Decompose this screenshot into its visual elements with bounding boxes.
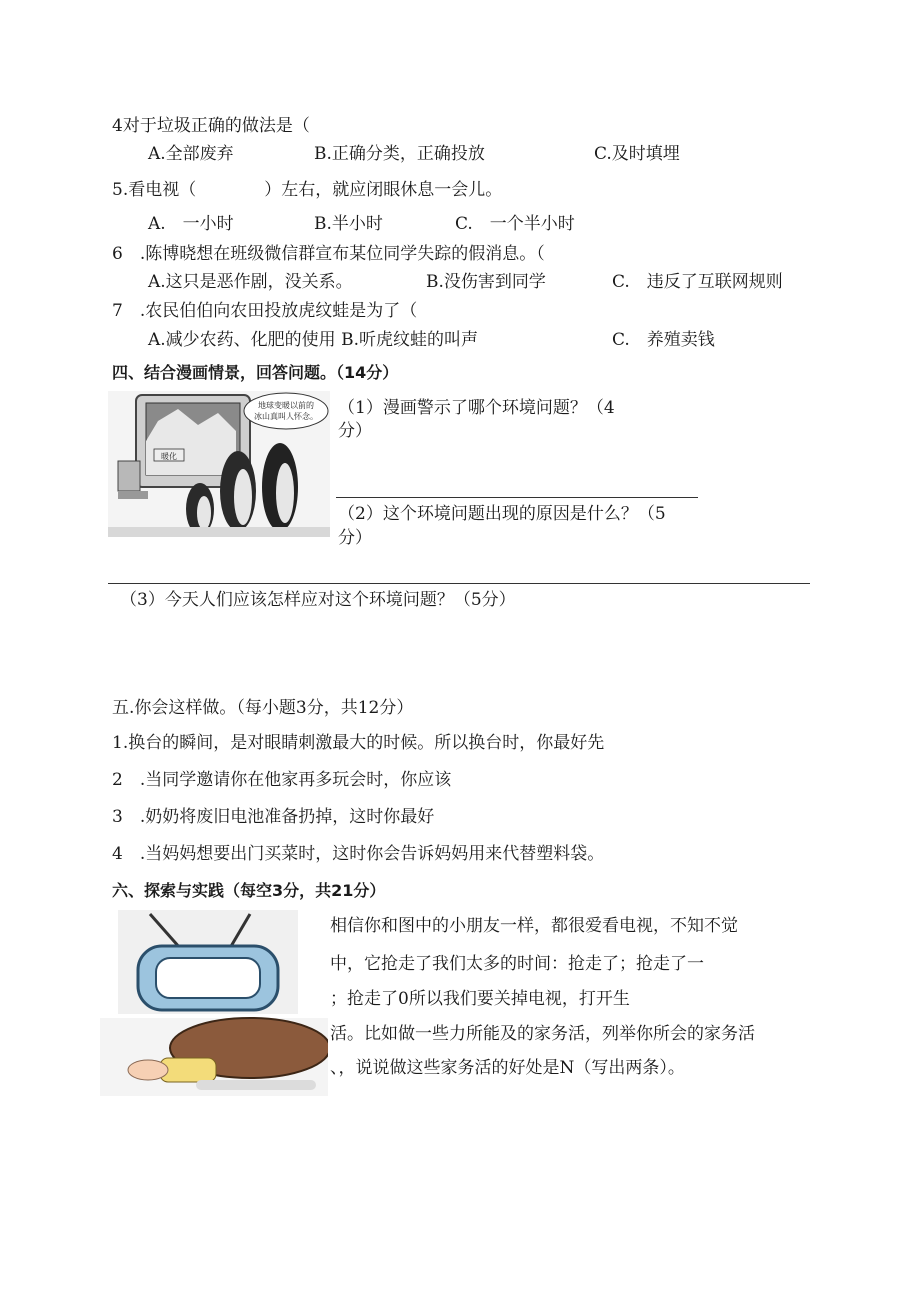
question-7-option-ab: A.减少农药、化肥的使用 B.听虎纹蛙的叫声 — [148, 330, 478, 350]
global-warming-comic — [108, 391, 330, 537]
answer-line-1 — [336, 497, 698, 498]
question-4-option-a: A.全部废弃 — [148, 144, 234, 164]
child-watching-tv-illustration — [100, 908, 328, 1096]
question-5-stem: 5.看电视（ ）左右，就应闭眼休息一会儿。 — [112, 180, 503, 200]
section-6-line-5: 、，说说做这些家务活的好处是N（写出两条）。 — [330, 1058, 685, 1078]
section-5-item-4: 4 .当妈妈想要出门买菜时，这时你会告诉妈妈用来代替塑料袋。 — [112, 844, 605, 864]
question-6-option-b: B.没伤害到同学 — [426, 272, 546, 292]
question-6-option-c: C. 违反了互联网规则 — [612, 272, 783, 292]
speech-bubble-line-2: 冰山真叫人怀念。 — [254, 412, 318, 421]
question-5-option-a: A. 一小时 — [148, 214, 234, 234]
section-4-title: 四、结合漫画情景，回答问题。（14分） — [112, 363, 399, 382]
question-5-option-c: C. 一个半小时 — [455, 214, 575, 234]
section-5-item-2: 2 .当同学邀请你在他家再多玩会时，你应该 — [112, 770, 452, 790]
comic-question-2-line-1: （2）这个环境问题出现的原因是什么？（5 — [338, 504, 666, 524]
section-6-line-4: 活。比如做一些力所能及的家务活，列举你所会的家务活 — [330, 1024, 755, 1044]
section-6-line-1: 相信你和图中的小朋友一样，都很爱看电视，不知不觉 — [330, 916, 738, 936]
comic-question-2-line-2: 分） — [338, 528, 372, 548]
section-5-item-1: 1.换台的瞬间，是对眼睛刺激最大的时候。所以换台时，你最好先 — [112, 733, 605, 753]
question-4-option-c: C.及时填埋 — [594, 144, 680, 164]
question-7-stem: 7 .农民伯伯向农田投放虎纹蛙是为了（ — [112, 301, 418, 321]
section-6-line-3: ；抢走了0所以我们要关掉电视，打开生 — [330, 989, 630, 1009]
question-4-option-b: B.正确分类，正确投放 — [314, 144, 485, 164]
comic-question-1-line-1: （1）漫画警示了哪个环境问题？（4 — [338, 398, 615, 418]
question-7-option-c: C. 养殖卖钱 — [612, 330, 715, 350]
section-5-title: 五.你会这样做。（每小题3分，共12分） — [112, 698, 414, 718]
question-6-option-a: A.这只是恶作剧，没关系。 — [148, 272, 353, 292]
speech-bubble-line-1: 地球变暖以前的 — [258, 401, 314, 410]
penguins-watching-tv-illustration — [108, 391, 330, 537]
section-5-item-3: 3 .奶奶将废旧电池准备扔掉，这时你最好 — [112, 807, 435, 827]
answer-line-2 — [108, 583, 810, 584]
comic-question-1-line-2: 分） — [338, 421, 372, 441]
comic-question-3: （3）今天人们应该怎样应对这个环境问题？（5分） — [120, 590, 516, 610]
question-6-stem: 6 .陈博晓想在班级微信群宣布某位同学失踪的假消息。（ — [112, 244, 545, 264]
question-5-option-b: B.半小时 — [314, 214, 383, 234]
section-6-line-2: 中，它抢走了我们太多的时间：抢走了；抢走了一 — [330, 954, 704, 974]
tv-caption: 暖化 — [161, 452, 177, 461]
section-6-title: 六、探索与实践（每空3分，共21分） — [112, 881, 386, 900]
question-4-stem: 4对于垃圾正确的做法是（ — [112, 116, 310, 136]
